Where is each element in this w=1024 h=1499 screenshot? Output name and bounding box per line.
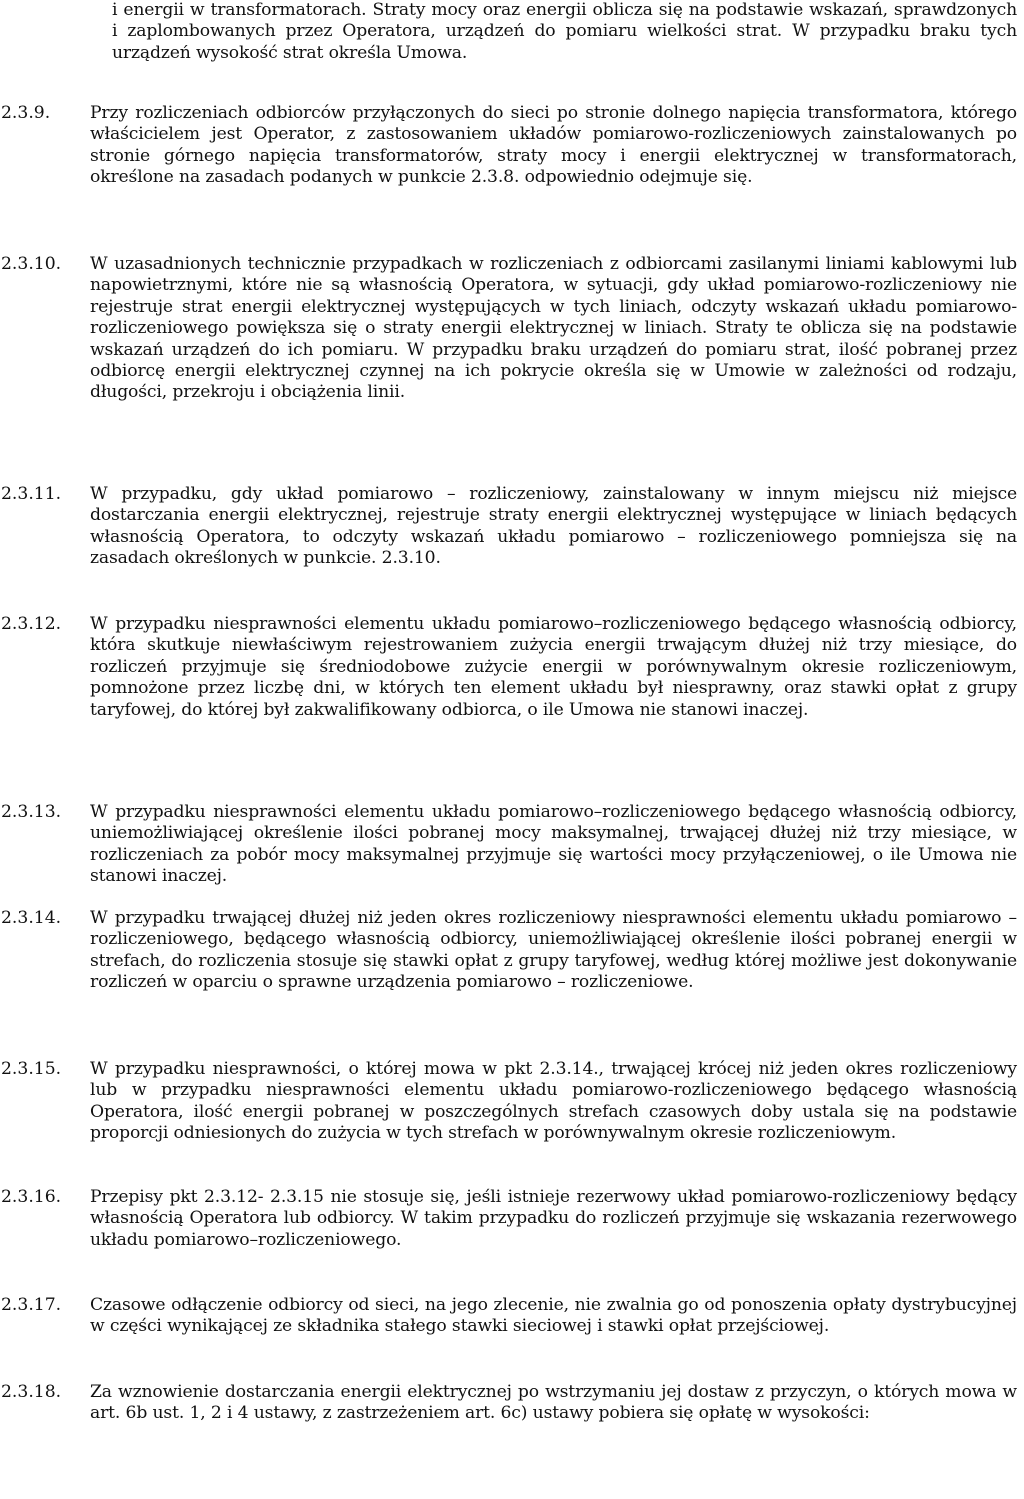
paragraph-text: W przypadku, gdy układ pomiarowo – rozliczeniowy, zainstalowany w innym miejscu niż miejsce dostarczania energii elektrycznej, rejestruje straty energii elektrycznej występujące w liniach będących własnością Operatora, to odczyty wskazań układu pomiarowo – rozliczeniowego pomniejsza się na zasadach określonych w punkcie. 2.3.10. — [90, 484, 1017, 569]
paragraph-text: W przypadku niesprawności elementu układu pomiarowo–rozliczeniowego będącego własnością odbiorcy, która skutkuje niewłaściwym rejestrowaniem zużycia energii trwającym dłużej niż trzy miesiące, do rozliczeń przyjmuje się średniodobowe zużycie energii w porównywalnym okresie rozliczeniowym, pomnożone przez liczbę dni, w których ten element układu był niesprawny, oraz stawki opłat z grupy taryfowej, do której był zakwalifikowany odbiorca, o ile Umowa nie stanowi inaczej. — [90, 614, 1017, 720]
paragraph-text: W przypadku trwającej dłużej niż jeden okres rozliczeniowy niesprawności elementu układu pomiarowo – rozliczeniowego, będącego własnością odbiorcy, uniemożliwiającej określenie ilości pobranej energii w strefach, do rozliczenia stosuje się stawki opłat z grupy taryfowej, według której możliwe jest dokonywanie rozliczeń w oparciu o sprawne urządzenia pomiarowo – rozliczeniowe. — [90, 908, 1017, 993]
paragraph-text: Za wznowienie dostarczania energii elektrycznej po wstrzymaniu jej dostaw z przyczyn, o których mowa w art. 6b ust. 1, 2 i 4 ustawy, z zastrzeżeniem art. 6c) ustawy pobiera się opłatę w wysokości: — [90, 1382, 1017, 1424]
paragraph-text: W przypadku niesprawności, o której mowa w pkt 2.3.14., trwającej krócej niż jeden okres rozliczeniowy lub w przypadku niesprawności elementu układu pomiarowo-rozliczeniowego będącego własnością Operatora, ilość energii pobranej w poszczególnych strefach czasowych doby ustala się na podstawie proporcji odniesionych do zużycia w tych strefach w porównywalnym okresie rozliczeniowym. — [90, 1059, 1017, 1144]
paragraph-2-3-12 — [1, 614, 1017, 721]
paragraph-number: 2.3.12. — [1, 614, 62, 634]
paragraph-2-3-9 — [1, 103, 1017, 189]
paragraph-number: 2.3.14. — [1, 908, 62, 928]
paragraph-number: 2.3.17. — [1, 1295, 62, 1315]
paragraph-text: i energii w transformatorach. Straty mocy oraz energii oblicza się na podstawie wskazań, sprawdzonych i zaplombowanych przez Operatora, urządzeń do pomiaru wielkości strat. W przypadku braku tych urządzeń wysokość strat określa Umowa. — [112, 0, 1017, 63]
paragraph-2-3-14 — [1, 908, 1017, 994]
paragraph-2-3-18 — [1, 1382, 1017, 1425]
paragraph-number: 2.3.10. — [1, 254, 62, 274]
continuation-paragraph — [112, 0, 1017, 64]
paragraph-2-3-16 — [1, 1187, 1017, 1251]
paragraph-text: Przepisy pkt 2.3.12- 2.3.15 nie stosuje się, jeśli istnieje rezerwowy układ pomiarowo-rozliczeniowy będący własnością Operatora lub odbiorcy. W takim przypadku do rozliczeń przyjmuje się wskazania rezerwowego układu pomiarowo–rozliczeniowego. — [90, 1187, 1017, 1250]
paragraph-2-3-11 — [1, 484, 1017, 570]
paragraph-number: 2.3.9. — [1, 103, 51, 123]
paragraph-text: Czasowe odłączenie odbiorcy od sieci, na jego zlecenie, nie zwalnia go od ponoszenia opłaty dystrybucyjnej w części wynikającej ze składnika stałego stawki sieciowej i stawki opłat przejściowej. — [90, 1295, 1017, 1337]
paragraph-text: W przypadku niesprawności elementu układu pomiarowo–rozliczeniowego będącego własnością odbiorcy, uniemożliwiającej określenie ilości pobranej mocy maksymalnej, trwającej dłużej niż trzy miesiące, w rozliczeniach za pobór mocy maksymalnej przyjmuje się wartości mocy przyłączeniowej, o ile Umowa nie stanowi inaczej. — [90, 802, 1017, 887]
paragraph-2-3-13 — [1, 802, 1017, 888]
paragraph-2-3-10 — [1, 254, 1017, 404]
paragraph-number: 2.3.16. — [1, 1187, 62, 1207]
paragraph-text: Przy rozliczeniach odbiorców przyłączonych do sieci po stronie dolnego napięcia transformatora, którego właścicielem jest Operator, z zastosowaniem układów pomiarowo-rozliczeniowych zainstalowanych po stronie górnego napięcia transformatorów, straty mocy i energii elektrycznej w transformatorach, określone na zasadach podanych w punkcie 2.3.8. odpowiednio odejmuje się. — [90, 103, 1017, 188]
paragraph-2-3-17 — [1, 1295, 1017, 1338]
paragraph-text: W uzasadnionych technicznie przypadkach w rozliczeniach z odbiorcami zasilanymi liniami kablowymi lub napowietrznymi, które nie są własnością Operatora, w sytuacji, gdy układ pomiarowo-rozliczeniowy nie rejestruje strat energii elektrycznej występujących w tych liniach, odczyty wskazań układu pomiarowo-rozliczeniowego powiększa się o straty energii elektrycznej w liniach. Straty te oblicza się na podstawie wskazań urządzeń do ich pomiaru. W przypadku braku urządzeń do pomiaru strat, ilość pobranej przez odbiorcę energii elektrycznej czynnej na ich pokrycie określa się w Umowie w zależności od rodzaju, długości, przekroju i obciążenia linii. — [90, 254, 1017, 403]
paragraph-number: 2.3.11. — [1, 484, 62, 504]
paragraph-number: 2.3.15. — [1, 1059, 62, 1079]
paragraph-number: 2.3.18. — [1, 1382, 62, 1402]
paragraph-number: 2.3.13. — [1, 802, 62, 822]
paragraph-2-3-15 — [1, 1059, 1017, 1145]
